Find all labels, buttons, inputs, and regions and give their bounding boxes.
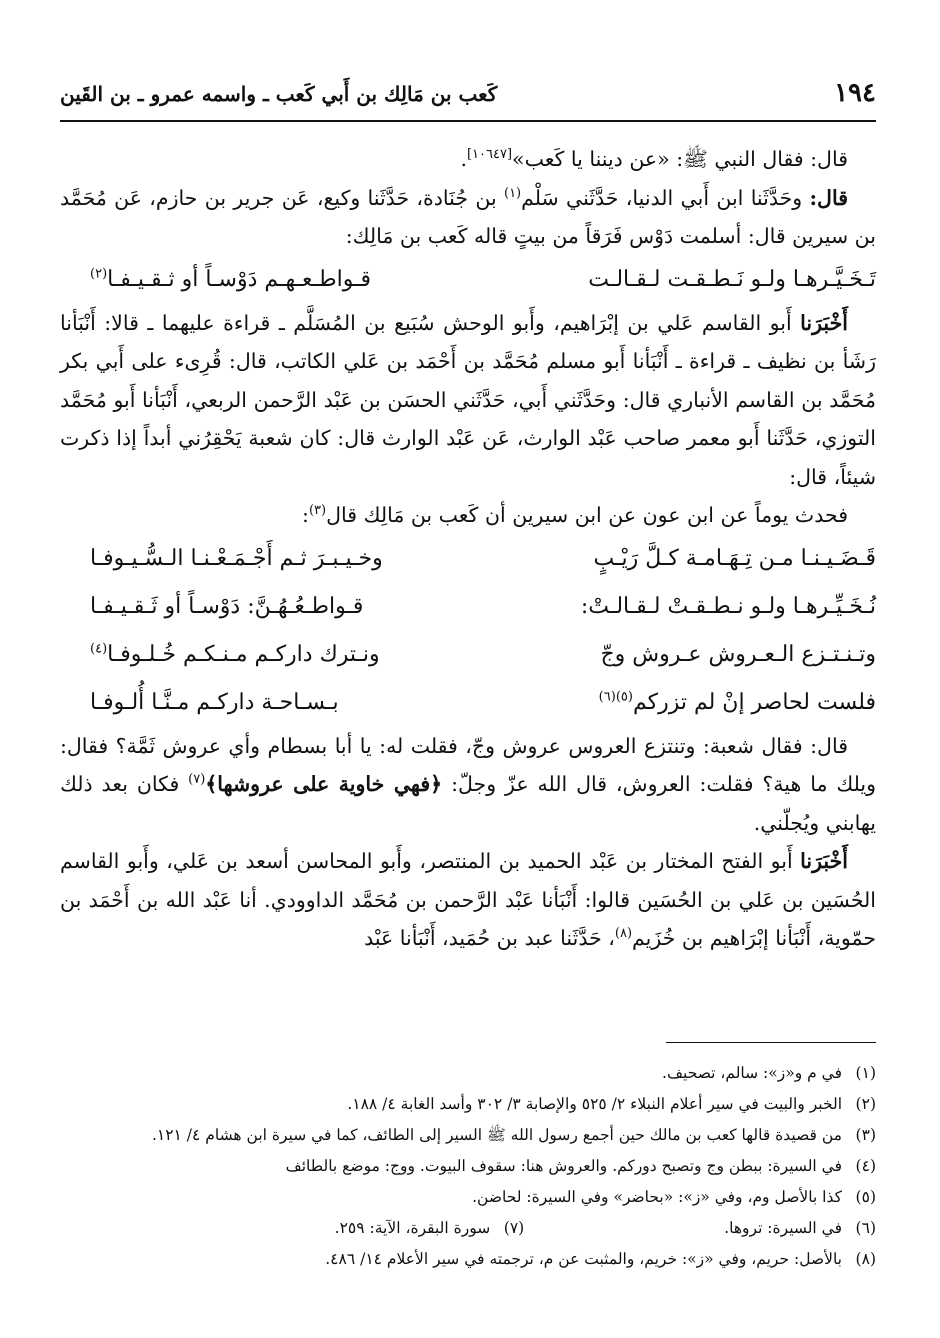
footnote-ref: (٧): [188, 772, 206, 788]
footnote: [60, 1058, 876, 1089]
footnote: [60, 1244, 876, 1275]
footnote: [60, 1120, 876, 1151]
page-number: ١٩٤: [834, 78, 876, 108]
footnote-ref: (٥): [615, 689, 633, 705]
footnote-text: بالأصل: حريم، وفي «ز»: خريم، والمثبت عن م، ترجمته في سير الأعلام ١٤/ ٤٨٦.: [325, 1250, 842, 1268]
verse-second-hemistich: قـواطـعُـهُـنَّ: دَوْسـاً أو ثَـقـيـفـا: [90, 593, 364, 619]
footnote-number: (٤): [855, 1157, 876, 1175]
paragraph: [60, 140, 876, 179]
verse-line: [60, 679, 876, 727]
text-run: ونـترك داركـم مـنـكـم خُـلـوفـا: [107, 641, 380, 667]
text-run: فحدث يوماً عن ابن عون عن ابن سيرين أن كَعب بن مَالِك قال: [326, 503, 848, 527]
footnote-divider: [666, 1042, 876, 1043]
verse-second-hemistich: وخـيـبـرَ ثـم أَجْـمَـعْـنـا الـسُّـيـوفـا: [90, 545, 383, 571]
running-title: كَعب بن مَالِك بن أَبي كَعب ـ واسمه عمرو ـ بن القَين: [60, 82, 498, 106]
text-run: فكان بعد ذلك يهابني ويُجلّني.: [60, 772, 876, 835]
verse-line: [60, 631, 876, 679]
text-run: :: [302, 503, 309, 527]
footnote: [60, 1182, 876, 1213]
text-run: قال: فقال شعبة: وتنتزع العروس عروش وجّ، فقلت له: يا أبا بسطام وأي عروش ثَمَّة؟ فقال: ويلك ما هية؟ فقلت: العروش، قال الله عزّ وجلّ:: [60, 733, 876, 796]
reference-number: [١٠٦٤٧]: [466, 147, 513, 163]
text-run: أَبو القاسم عَلي بن إبْرَاهيم، وأَبو الوحش سُبَيع بن المُسَلَّم ـ قراءة عليهما ـ قالا: أَنْبَأنا رَشَأ بن نظيف ـ قراءة ـ أَنْبَأنا أَبو مسلم مُحَمَّد بن أَحْمَد بن عَلي الكاتب، قال: قُرِىء على أَبي بكر مُحَمَّد بن القاسم الأنباري قال: وحَدَّثَني أَبي، حَدَّثَني الحسَن بن عَبْد الرَّحمن الربعي، أَنْبَأنا أَبو مُحَمَّد التوزي، حَدَّثَنا أَبو معمر صاحب عَبْد الوارث، عَن عَبْد الوارث قال: كان شعبة يَحْقِرُني أبداً إذا ذكرت شيئاً، قال:: [60, 310, 876, 489]
footnote-number: (١): [855, 1064, 876, 1082]
footnote-number: (٣): [855, 1126, 876, 1144]
text-run: بن جُنَادة، حَدَّثَنا وكيع، عَن جرير بن حازم، عَن مُحَمَّد بن سيرين قال: أسلمت دَوْس فَرَقاً من بيتٍ قاله كَعب بن مَالِك:: [60, 185, 876, 248]
footnote-ref: (٤): [90, 641, 108, 657]
footnote-ref: (٣): [308, 503, 327, 519]
footnote-text: في م و«ز»: سالم، تصحيف.: [662, 1064, 842, 1082]
main-text: [60, 140, 876, 958]
footnote-text: في السيرة: تروها.: [724, 1219, 842, 1237]
paragraph: [60, 727, 876, 843]
footnote-text: الخبر والبيت في سير أعلام النبلاء ٢/ ٥٢٥ والإصابة ٣/ ٣٠٢ وأسد الغابة ٤/ ١٨٨.: [347, 1095, 842, 1113]
footnote-text: في السيرة: ببطن وج وتصبح دوركم. والعروش هنا: سقوف البيوت. ووج: موضع بالطائف: [285, 1157, 842, 1175]
footnote-ref: (١): [503, 185, 522, 201]
footnote: [335, 1213, 525, 1244]
text-run: أَبو الفتح المختار بن عَبْد الحميد بن المنتصر، وأَبو المحاسن أسعد بن عَلي، وأَبو القاسم الحُسَين بن عَلي بن الحُسَين قالوا: أَنْبَأنا عَبْد الرَّحمن بن مُحَمَّد الداوودي. أنا عَبْد الله بن أَحْمَد بن حمّوية، أَنْبَأنا إبْرَاهيم بن خُزَيم: [60, 849, 876, 950]
text-run: فلست لحاصر إنْ لم تزركم: [632, 689, 876, 715]
paragraph: [60, 179, 876, 256]
footnote-ref: (٦): [598, 689, 616, 705]
footnote-ref: (٢): [90, 266, 108, 282]
footnote-number: (٢): [855, 1095, 876, 1113]
verse-line: [60, 535, 876, 583]
text-run: قـواطـعـهـم دَوْسـاً أو ثـقـيـفـا: [107, 266, 372, 292]
footnote-number: (٨): [855, 1250, 876, 1268]
text-run: وحَدَّثَنا ابن أَبي الدنيا، حَدَّثَني سَلْم: [521, 185, 810, 210]
footnote-ref: (٨): [614, 926, 633, 942]
footnote-number: (٥): [855, 1188, 876, 1206]
text-run: .: [460, 147, 467, 171]
bold-lead-word: أَخْبَرَنا: [800, 849, 848, 873]
footnote: [724, 1213, 876, 1244]
verse-line: [60, 256, 876, 304]
footnotes: [60, 1058, 876, 1275]
footnote-text: سورة البقرة، الآية: ٢٥٩.: [334, 1219, 491, 1237]
bold-lead-word: قال:: [809, 185, 848, 210]
quran-quote: ﴿فهي خاوية على عروشها﴾: [205, 772, 443, 796]
footnote-number: (٦): [855, 1219, 876, 1237]
verse-first-hemistich: [599, 679, 876, 727]
paragraph: [60, 304, 876, 497]
footnote-number: (٧): [503, 1219, 525, 1237]
verse-first-hemistich: قَـضَـيـنـا مـن تِـهَـامـة كـلَّ رَيْـبٍ: [593, 545, 876, 571]
verse-first-hemistich: نُـخَـيِّـرهـا ولـو نـطـقـتْ لـقـالـتْ:: [580, 593, 876, 619]
paragraph: [60, 842, 876, 958]
verse-second-hemistich: [90, 256, 371, 304]
footnote: [60, 1151, 876, 1182]
bold-lead-word: أَخْبَرَنا: [800, 310, 848, 335]
paragraph: [60, 496, 876, 535]
page-header: [60, 78, 876, 114]
verse-first-hemistich: وتـنـتـزع الـعـروش عـروش وجّ: [600, 641, 876, 667]
verse-first-hemistich: تَـخَـيَّـرهـا ولـو نَـطـقـت لـقـالـت: [588, 266, 876, 292]
text-run: قال: فقال النبي ﷺ: «عن ديننا يا كَعب»: [512, 147, 848, 171]
verse-line: [60, 583, 876, 631]
footnote-text: من قصيدة قالها كعب بن مالك حين أجمع رسول الله ﷺ السير إلى الطائف، كما في سيرة ابن هشام ٤/ ١٢١.: [151, 1126, 842, 1144]
footnote-row: [60, 1213, 876, 1244]
verse-second-hemistich: بـسـاحـة داركـم مـنَّـا أُلـوفـا: [90, 689, 339, 715]
footnote: [60, 1089, 876, 1120]
text-run: ، حَدَّثَنا عبد بن حُمَيد، أَنْبَأنا عَبْد: [364, 926, 615, 950]
verse-second-hemistich: [90, 631, 380, 679]
header-divider: [60, 120, 876, 122]
footnote-text: كذا بالأصل وم، وفي «ز»: «بحاضر» وفي السيرة: لحاضن.: [472, 1188, 842, 1206]
